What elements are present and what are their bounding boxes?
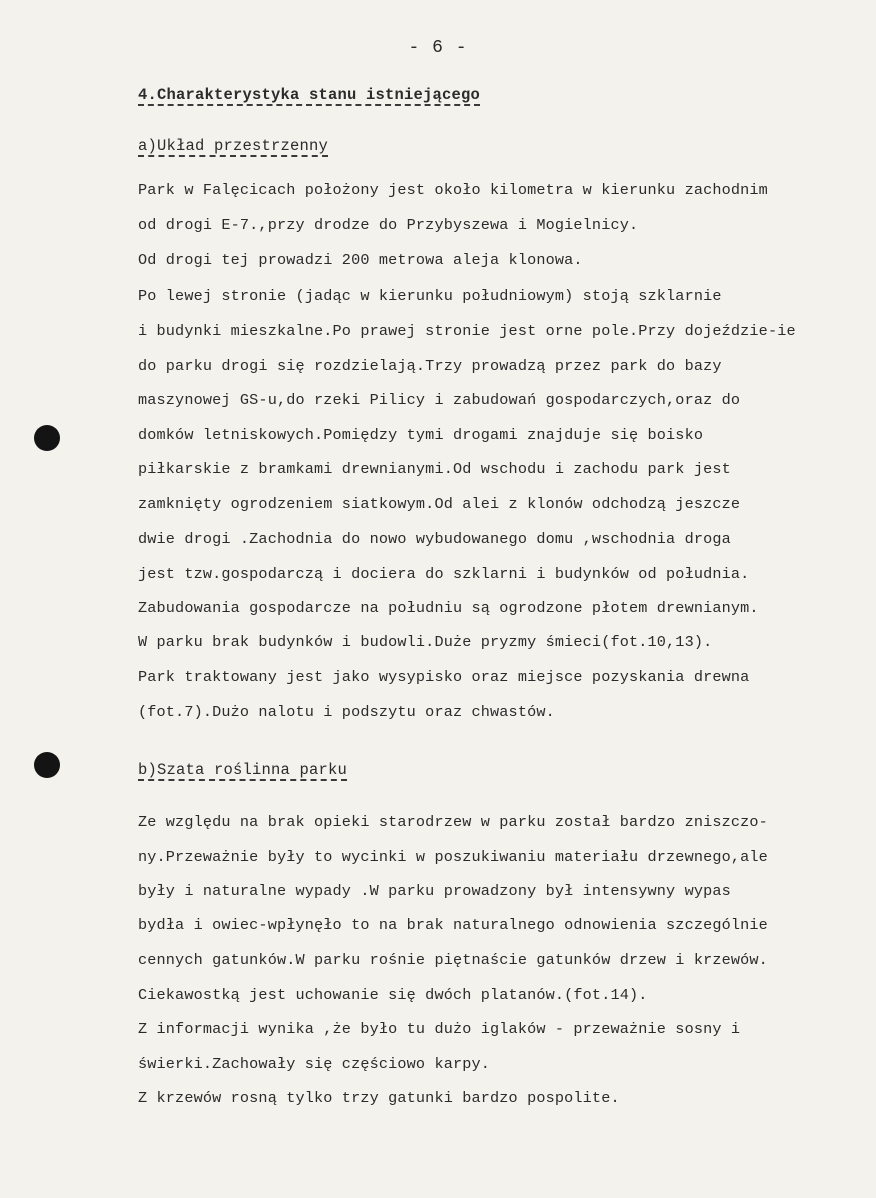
paragraph-a-line: jest tzw.gospodarczą i dociera do szklarni i budynków od południa. [138, 565, 750, 583]
paragraph-a-line: (fot.7).Dużo nalotu i podszytu oraz chwastów. [138, 703, 555, 721]
paragraph-a-line: dwie drogi .Zachodnia do nowo wybudowanego domu ,wschodnia droga [138, 530, 731, 548]
paragraph-a-line: zamknięty ogrodzeniem siatkowym.Od alei z klonów odchodzą jeszcze [138, 495, 741, 513]
paragraph-a-line: Od drogi tej prowadzi 200 metrowa aleja klonowa. [138, 251, 583, 269]
paragraph-a-line: Park traktowany jest jako wysypisko oraz miejsce pozyskania drewna [138, 668, 750, 686]
punch-hole-bottom [34, 752, 60, 778]
punch-hole-top [34, 425, 60, 451]
paragraph-b-line: świerki.Zachowały się częściowo karpy. [138, 1055, 491, 1073]
paragraph-b-line: Ze względu na brak opieki starodrzew w parku został bardzo zniszczo- [138, 813, 768, 831]
paragraph-a-line: W parku brak budynków i budowli.Duże pryzmy śmieci(fot.10,13). [138, 633, 713, 651]
paragraph-b-line: Z krzewów rosną tylko trzy gatunki bardzo pospolite. [138, 1089, 620, 1107]
paragraph-a-line: od drogi E-7.,przy drodze do Przybyszewa i Mogielnicy. [138, 216, 639, 234]
paragraph-b-line: były i naturalne wypady .W parku prowadzony był intensywny wypas [138, 882, 731, 900]
paragraph-a-line: piłkarskie z bramkami drewnianymi.Od wschodu i zachodu park jest [138, 460, 731, 478]
paragraph-a-line: i budynki mieszkalne.Po prawej stronie jest orne pole.Przy dojeździe-ie [138, 322, 796, 340]
section-heading: 4.Charakterystyka stanu istniejącego [138, 86, 481, 104]
paragraph-a-line: do parku drogi się rozdzielają.Trzy prowadzą przez park do bazy [138, 357, 722, 375]
subsection-b-heading: b)Szata roślinna parku [138, 761, 348, 779]
paragraph-a-line: maszynowej GS-u,do rzeki Pilicy i zabudowań gospodarczych,oraz do [138, 391, 741, 409]
paragraph-b-line: Z informacji wynika ,że było tu dużo iglaków - przeważnie sosny i [138, 1020, 741, 1038]
paragraph-a-line: Zabudowania gospodarcze na południu są ogrodzone płotem drewnianym. [138, 599, 759, 617]
subsection-a-heading: a)Układ przestrzenny [138, 137, 329, 155]
paragraph-b-line: cennych gatunków.W parku rośnie piętnaście gatunków drzew i krzewów. [138, 951, 768, 969]
paragraph-b-line: bydła i owiec-wpłynęło to na brak naturalnego odnowienia szczególnie [138, 916, 768, 934]
paragraph-a-line: Park w Falęcicach położony jest około kilometra w kierunku zachodnim [138, 181, 768, 199]
paragraph-a-line: domków letniskowych.Pomiędzy tymi drogami znajduje się boisko [138, 426, 704, 444]
paragraph-b-line: Ciekawostką jest uchowanie się dwóch platanów.(fot.14). [138, 986, 648, 1004]
paragraph-a-line: Po lewej stronie (jadąc w kierunku południowym) stoją szklarnie [138, 287, 722, 305]
paragraph-b-line: ny.Przeważnie były to wycinki w poszukiwaniu materiału drzewnego,ale [138, 848, 768, 866]
page-number: - 6 - [408, 38, 468, 58]
